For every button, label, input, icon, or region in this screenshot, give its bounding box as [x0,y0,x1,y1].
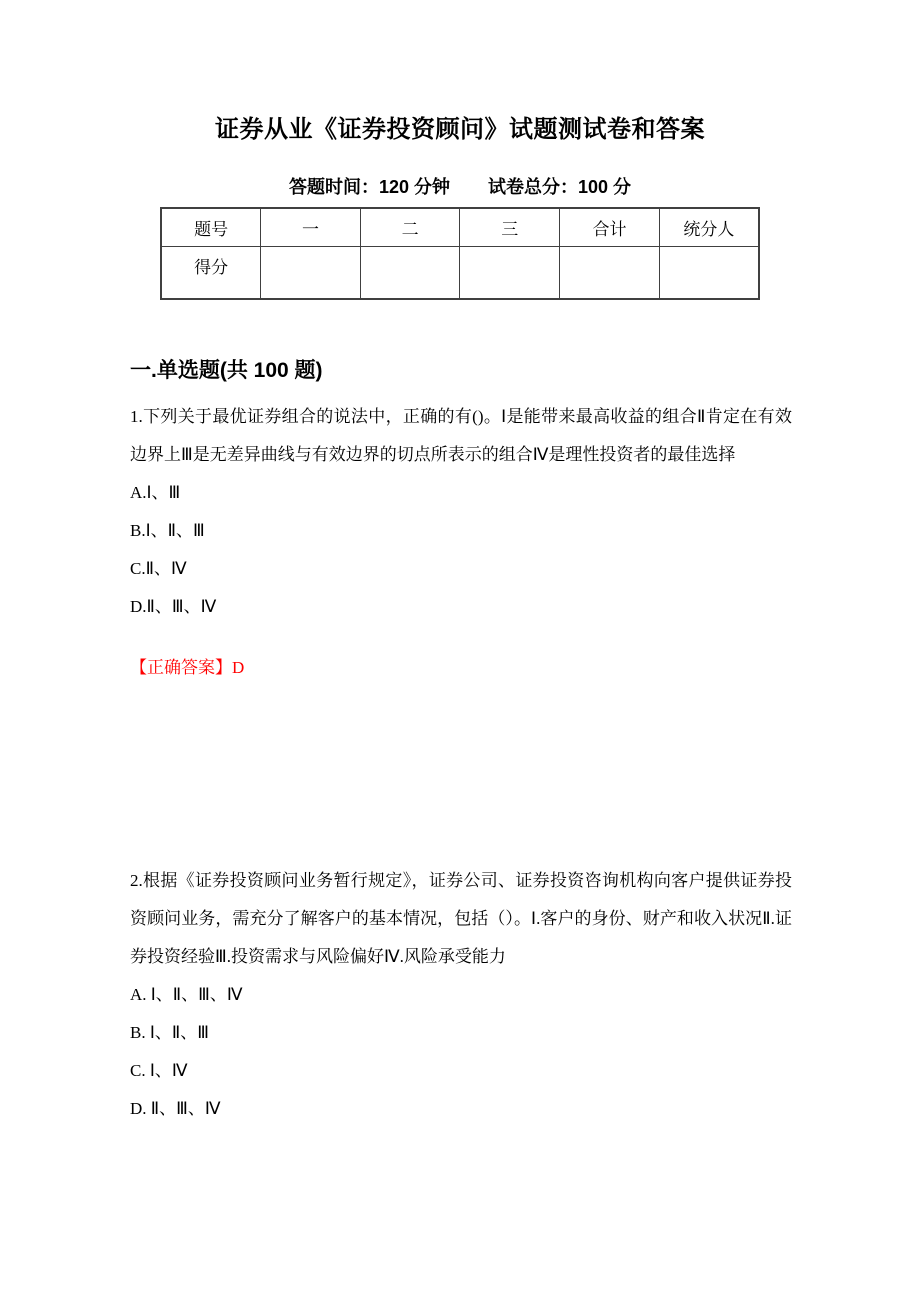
question-1-option-b: B.Ⅰ、Ⅱ、Ⅲ [130,521,205,540]
score-table-header-scorer: 统分人 [659,208,759,247]
question-1-correct-answer: 【正确答案】D [130,658,245,677]
section-heading-single-choice: 一.单选题(共 100 题) [130,359,323,382]
question-1 [130,398,792,680]
question-2-option-c: C. Ⅰ、Ⅳ [130,1061,188,1080]
score-cell [360,247,460,300]
score-table-header-row [161,208,759,247]
score-table-header-part-3: 三 [460,208,560,247]
question-2-option-b: B. Ⅰ、Ⅱ、Ⅲ [130,1023,209,1042]
score-cell [659,247,759,300]
question-1-option-d: D.Ⅱ、Ⅲ、Ⅳ [130,597,217,616]
question-1-text: 1.下列关于最优证券组合的说法中，正确的有()。Ⅰ是能带来最高收益的组合Ⅱ肯定在有效边界上Ⅲ是无差异曲线与有效边界的切点所表示的组合Ⅳ是理性投资者的最佳选择 [130,407,792,464]
score-table-header-total: 合计 [560,208,660,247]
question-2 [130,862,792,1128]
question-2-text: 2.根据《证券投资顾问业务暂行规定》，证券公司、证券投资咨询机构向客户提供证券投资顾问业务，需充分了解客户的基本情况，包括（）。Ⅰ.客户的身份、财产和收入状况Ⅱ.证券投资经验Ⅲ.投资需求与风险偏好Ⅳ.风险承受能力 [130,871,792,966]
score-table-score-row [161,247,759,300]
score-cell [460,247,560,300]
score-table-header-question-no: 题号 [161,208,261,247]
question-1-option-c: C.Ⅱ、Ⅳ [130,559,187,578]
score-row-label: 得分 [161,247,261,300]
score-table-header-part-1: 一 [261,208,361,247]
score-cell [261,247,361,300]
exam-time-label: 答题时间：120 分钟 [288,177,450,197]
question-2-option-a: A. Ⅰ、Ⅱ、Ⅲ、Ⅳ [130,985,243,1004]
score-cell [560,247,660,300]
question-1-option-a: A.Ⅰ、Ⅲ [130,483,181,502]
page-title: 证券从业《证券投资顾问》试题测试卷和答案 [215,116,705,143]
score-table-header-part-2: 二 [360,208,460,247]
score-table [160,207,760,300]
exam-meta [0,176,920,199]
question-2-option-d: D. Ⅱ、Ⅲ、Ⅳ [130,1099,221,1118]
exam-total-score-label: 试卷总分：100 分 [488,177,632,197]
